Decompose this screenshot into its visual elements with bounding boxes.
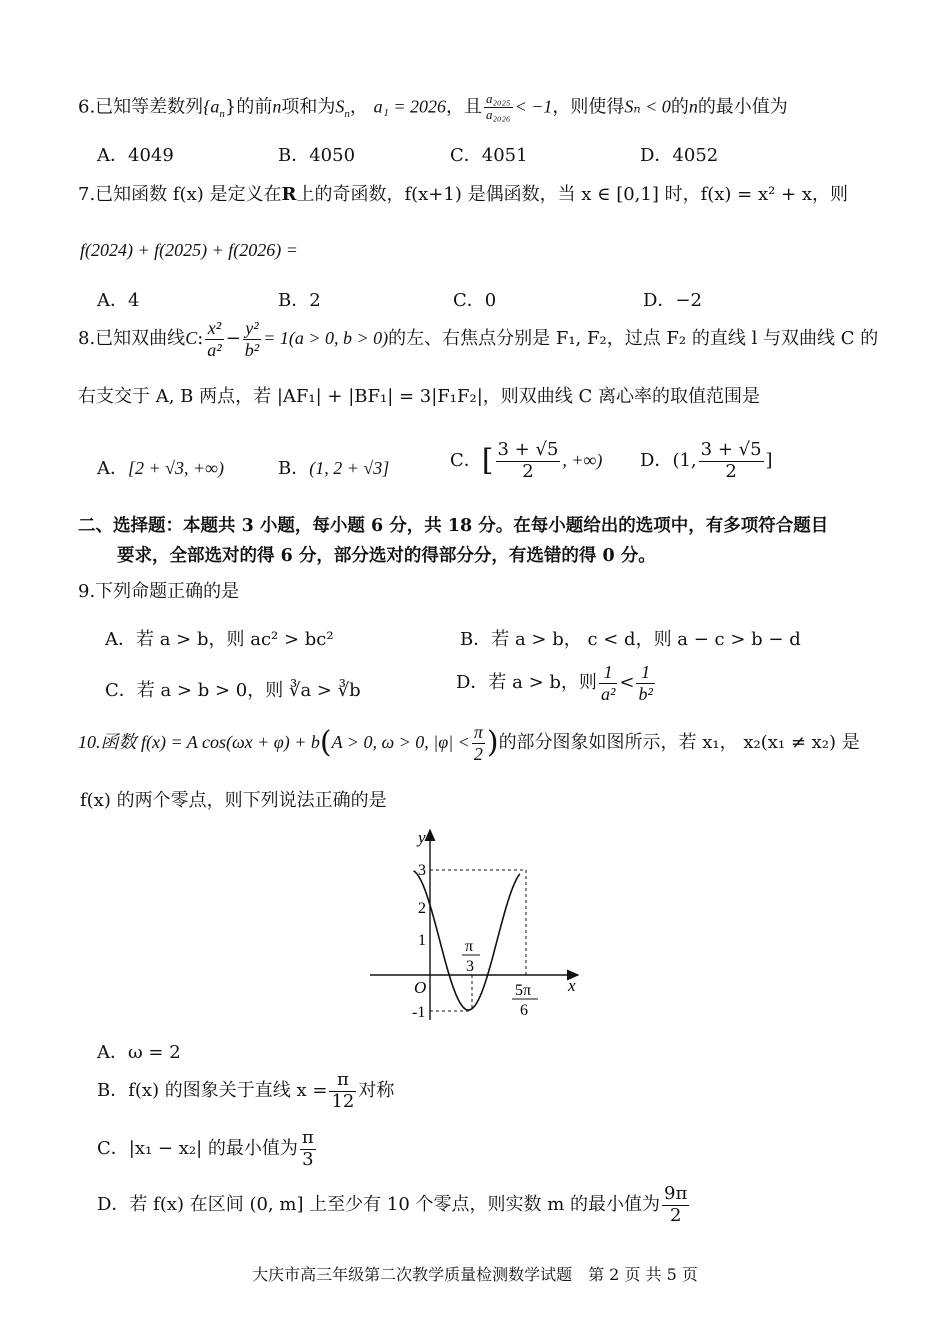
q8-option-d[interactable]: D．(1, $\frac{3 + √5}{2}$ ] <box>640 439 773 482</box>
q6-option-b[interactable]: B．4050 <box>278 145 356 166</box>
q9-d-frac1: $\frac{1}{\text{a²}}$ <box>600 662 616 704</box>
q9-stem: 9.下列命题正确的是 <box>78 581 240 602</box>
q7-option-c[interactable]: C．0 <box>453 290 497 311</box>
section2-heading-line1: 二、选择题：本题共 3 小题，每小题 6 分，共 18 分。在每小题给出的选项中，有多项符合题目 <box>78 516 829 536</box>
q10-option-b[interactable]: B．f(x) 的图象关于直线 x = $\frac{\pi}{12}$ 对称 <box>97 1069 395 1112</box>
q7-stem-line2: f(2024) + f(2025) + f(2026) = <box>80 240 298 260</box>
q9-option-c[interactable]: C．若 a > b > 0，则 ∛a > ∛b <box>105 680 361 701</box>
q8-option-a[interactable]: A．[2 + √3, +∞) <box>97 458 225 479</box>
q10-c-frac: $\frac{\pi}{3}$ <box>301 1127 314 1170</box>
q10-option-c[interactable]: C．|x₁ − x₂| 的最小值为 $\frac{\pi}{3}$ <box>97 1127 314 1170</box>
origin-label: O <box>414 978 427 997</box>
cosine-graph <box>360 825 600 1035</box>
tick-label-3: 3 <box>418 862 426 879</box>
q8-optd-frac: $\frac{3 + √5}{2}$ <box>700 439 762 482</box>
q6-option-c[interactable]: C．4051 <box>450 145 528 166</box>
q9-option-d[interactable]: D．若 a > b，则 $\frac{1}{\text{a²}}$ < $\frac{1}{\text{b²}}$ <box>456 662 653 704</box>
q10-option-d[interactable]: D．若 f(x) 在区间 (0, m] 上至少有 10 个零点，则实数 m 的最小值为 $\frac{9\pi}{2}$ <box>97 1183 688 1226</box>
tick-label-pi3-den: 3 <box>466 958 474 975</box>
page-footer: 大庆市高三年级第二次教学质量检测数学试题 第 2 页 共 5 页 <box>252 1265 698 1284</box>
tick-label-neg1: -1 <box>412 1004 426 1021</box>
q10-stem-line2: f(x) 的两个零点，则下列说法正确的是 <box>80 790 387 811</box>
q8-stem-line1: 8.已知双曲线C: $\frac{\text{x²}}{\text{a²}}$ − $\frac{\text{y²}}{\text{b²}}$ = 1(a > 0, b > 0)的左、右焦点分别是 F₁, F₂，过点 F₂ 的直线 l 与双曲线 C 的 <box>78 318 879 360</box>
tick-label-1: 1 <box>418 932 426 949</box>
q8-x-frac: $\frac{\text{x²}}{\text{a²}}$ <box>207 318 222 360</box>
q6-option-d[interactable]: D．4052 <box>640 145 719 166</box>
q7-option-a[interactable]: A．4 <box>97 290 140 311</box>
q9-option-a[interactable]: A．若 a > b，则 ac² > bc² <box>105 629 334 650</box>
q8-optc-frac: $\frac{3 + √5}{2}$ <box>497 439 559 482</box>
q10-stem-line1: 10.函数 f(x) = A cos(ωx + φ) + b(A > 0, ω > 0, |φ| < $\frac{\pi}{2}$ )的部分图象如图所示，若 x₁， x₂(x₁ ≠ x₂) 是 <box>78 722 860 764</box>
q7-stem-line1: 7.已知函数 f(x) 是定义在R上的奇函数，f(x+1) 是偶函数，当 x ∈ [0,1] 时，f(x) = x² + x，则 <box>78 184 849 205</box>
q8-stem-line2: 右支交于 A, B 两点，若 |AF₁| + |BF₁| = 3|F₁F₂|，则双曲线 C 离心率的取值范围是 <box>78 386 760 407</box>
q6-ratio: $\frac{\text{a₂₀₂₅}}{\text{a₂₀₂₆}}$ <box>485 91 511 122</box>
q7-option-b[interactable]: B．2 <box>278 290 321 311</box>
tick-label-5pi6-den: 6 <box>520 1002 528 1019</box>
q9-d-frac2: $\frac{1}{\text{b²}}$ <box>638 662 653 704</box>
section2-heading-line2: 要求，全部选对的得 6 分，部分选对的得部分分，有选错的得 0 分。 <box>117 546 656 566</box>
q9-option-b[interactable]: B．若 a > b， c < d，则 a − c > b − d <box>460 629 801 650</box>
q10-phi-frac: $\frac{\pi}{2}$ <box>473 722 483 764</box>
x-axis-label: x <box>568 976 576 995</box>
y-axis-label: y <box>418 828 426 847</box>
q6-stem: 6.已知等差数列$\{a_n\}$的前n项和为$S_n$， a₁ = 2026，且 $\frac{\text{a₂₀₂₅}}{\text{a₂₀₂₆}}$ < −1，则使得Sₙ < 0的n的最小值为 <box>78 91 788 122</box>
q10-option-a[interactable]: A．ω = 2 <box>97 1042 181 1063</box>
tick-label-2: 2 <box>418 900 426 917</box>
tick-label-5pi6-num: 5π <box>515 982 532 999</box>
tick-label-pi3-num: π <box>465 938 474 955</box>
q7-option-d[interactable]: D．−2 <box>643 290 702 311</box>
q10-b-frac: $\frac{\pi}{12}$ <box>331 1069 355 1112</box>
q6-option-a[interactable]: A．4049 <box>97 145 174 166</box>
q8-option-b[interactable]: B．(1, 2 + √3] <box>278 458 390 479</box>
q10-d-frac: $\frac{9\pi}{2}$ <box>664 1183 688 1226</box>
q8-y-frac: $\frac{\text{y²}}{\text{b²}}$ <box>244 318 260 360</box>
q8-option-c[interactable]: C．[ $\frac{3 + √5}{2}$ , +∞) <box>450 439 603 482</box>
